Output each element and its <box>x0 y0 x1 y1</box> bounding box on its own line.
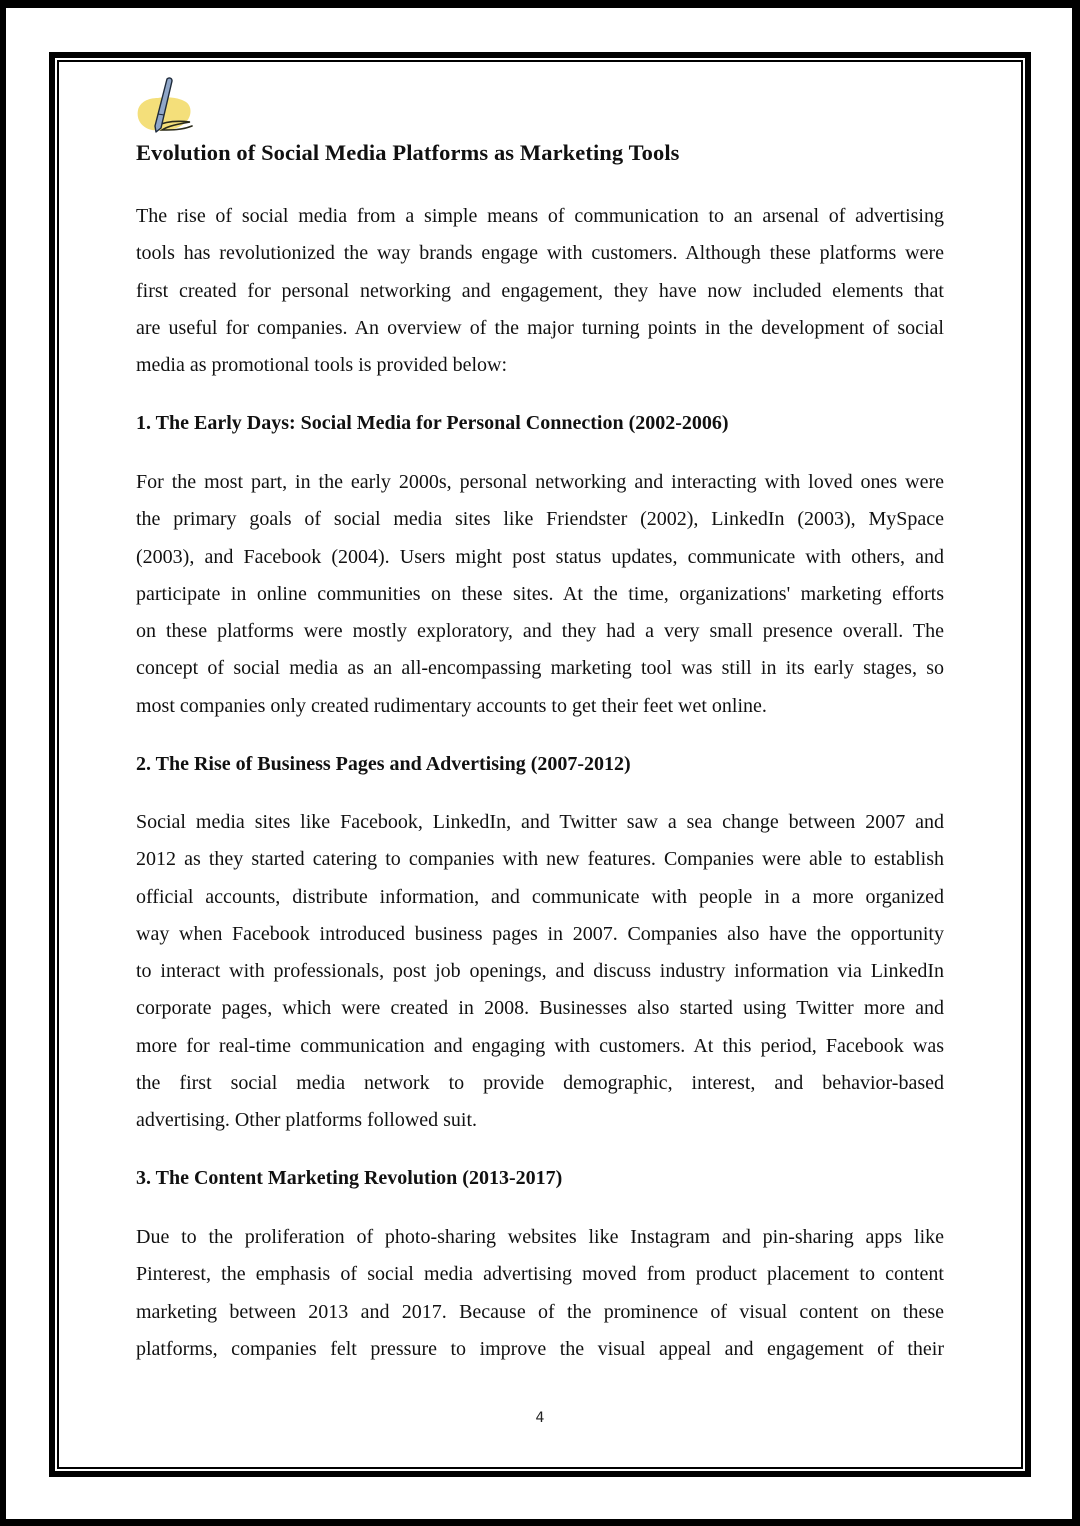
text-line: advertising. Other platforms followed suit. <box>136 1109 478 1132</box>
section-heading-content-marketing: 3. The Content Marketing Revolution (2013-2017) <box>136 1167 563 1189</box>
document-title: Evolution of Social Media Platforms as Marketing Tools <box>136 140 680 165</box>
text-line: (2003), and Facebook (2004). Users might post status updates, communicate with others, and <box>136 545 944 568</box>
text-line: Pinterest, the emphasis of social media advertising moved from product placement to content <box>136 1263 944 1286</box>
text-line: platforms, companies felt pressure to improve the visual appeal and engagement of their <box>136 1337 944 1360</box>
text-line: the first social media network to provide demographic, interest, and behavior-based <box>136 1072 944 1095</box>
text-line: way when Facebook introduced business pages in 2007. Companies also have the opportunity <box>136 922 944 945</box>
text-line: concept of social media as an all-encompassing marketing tool was still in its early stages, so <box>136 657 944 680</box>
text-line: The rise of social media from a simple means of communication to an arsenal of advertising <box>136 205 944 227</box>
text-line: corporate pages, which were created in 2008. Businesses also started using Twitter more and <box>136 997 944 1020</box>
text-line: first created for personal networking and engagement, they have now included elements that <box>136 279 944 302</box>
text-line: Social media sites like Facebook, LinkedIn, and Twitter saw a sea change between 2007 and <box>136 811 944 833</box>
text-line: participate in online communities on these sites. At the time, organizations' marketing efforts <box>136 582 944 605</box>
text-line: most companies only created rudimentary accounts to get their feet wet online. <box>136 694 767 717</box>
page-number: 4 <box>535 1410 545 1426</box>
text-line: more for real-time communication and engaging with customers. At this period, Facebook was <box>136 1034 944 1057</box>
section-heading-early-days: 1. The Early Days: Social Media for Personal Connection (2002-2006) <box>136 412 729 434</box>
pen-writing-icon <box>134 76 198 136</box>
section-paragraph-early-days <box>136 464 944 725</box>
text-line: to interact with professionals, post job openings, and discuss industry information via LinkedIn <box>136 960 944 983</box>
text-line: are useful for companies. An overview of the major turning points in the development of social <box>136 316 944 339</box>
text-line: tools has revolutionized the way brands engage with customers. Although these platforms were <box>136 242 944 265</box>
intro-paragraph <box>136 198 944 384</box>
section-heading-business-pages: 2. The Rise of Business Pages and Advertising (2007-2012) <box>136 753 631 775</box>
text-line: the primary goals of social media sites like Friendster (2002), LinkedIn (2003), MySpace <box>136 508 944 531</box>
text-line: official accounts, distribute information, and communicate with people in a more organized <box>136 885 944 908</box>
text-line: Due to the proliferation of photo-sharing websites like Instagram and pin-sharing apps like <box>136 1226 944 1248</box>
text-line: 2012 as they started catering to companies with new features. Companies were able to establish <box>136 848 944 871</box>
section-paragraph-business-pages <box>136 804 944 1140</box>
section-paragraph-content-marketing <box>136 1219 944 1368</box>
text-line: For the most part, in the early 2000s, personal networking and interacting with loved ones were <box>136 471 944 493</box>
text-line: marketing between 2013 and 2017. Because of the prominence of visual content on these <box>136 1300 944 1323</box>
text-line: on these platforms were mostly exploratory, and they had a very small presence overall. The <box>136 620 944 643</box>
text-line: media as promotional tools is provided below: <box>136 354 508 377</box>
